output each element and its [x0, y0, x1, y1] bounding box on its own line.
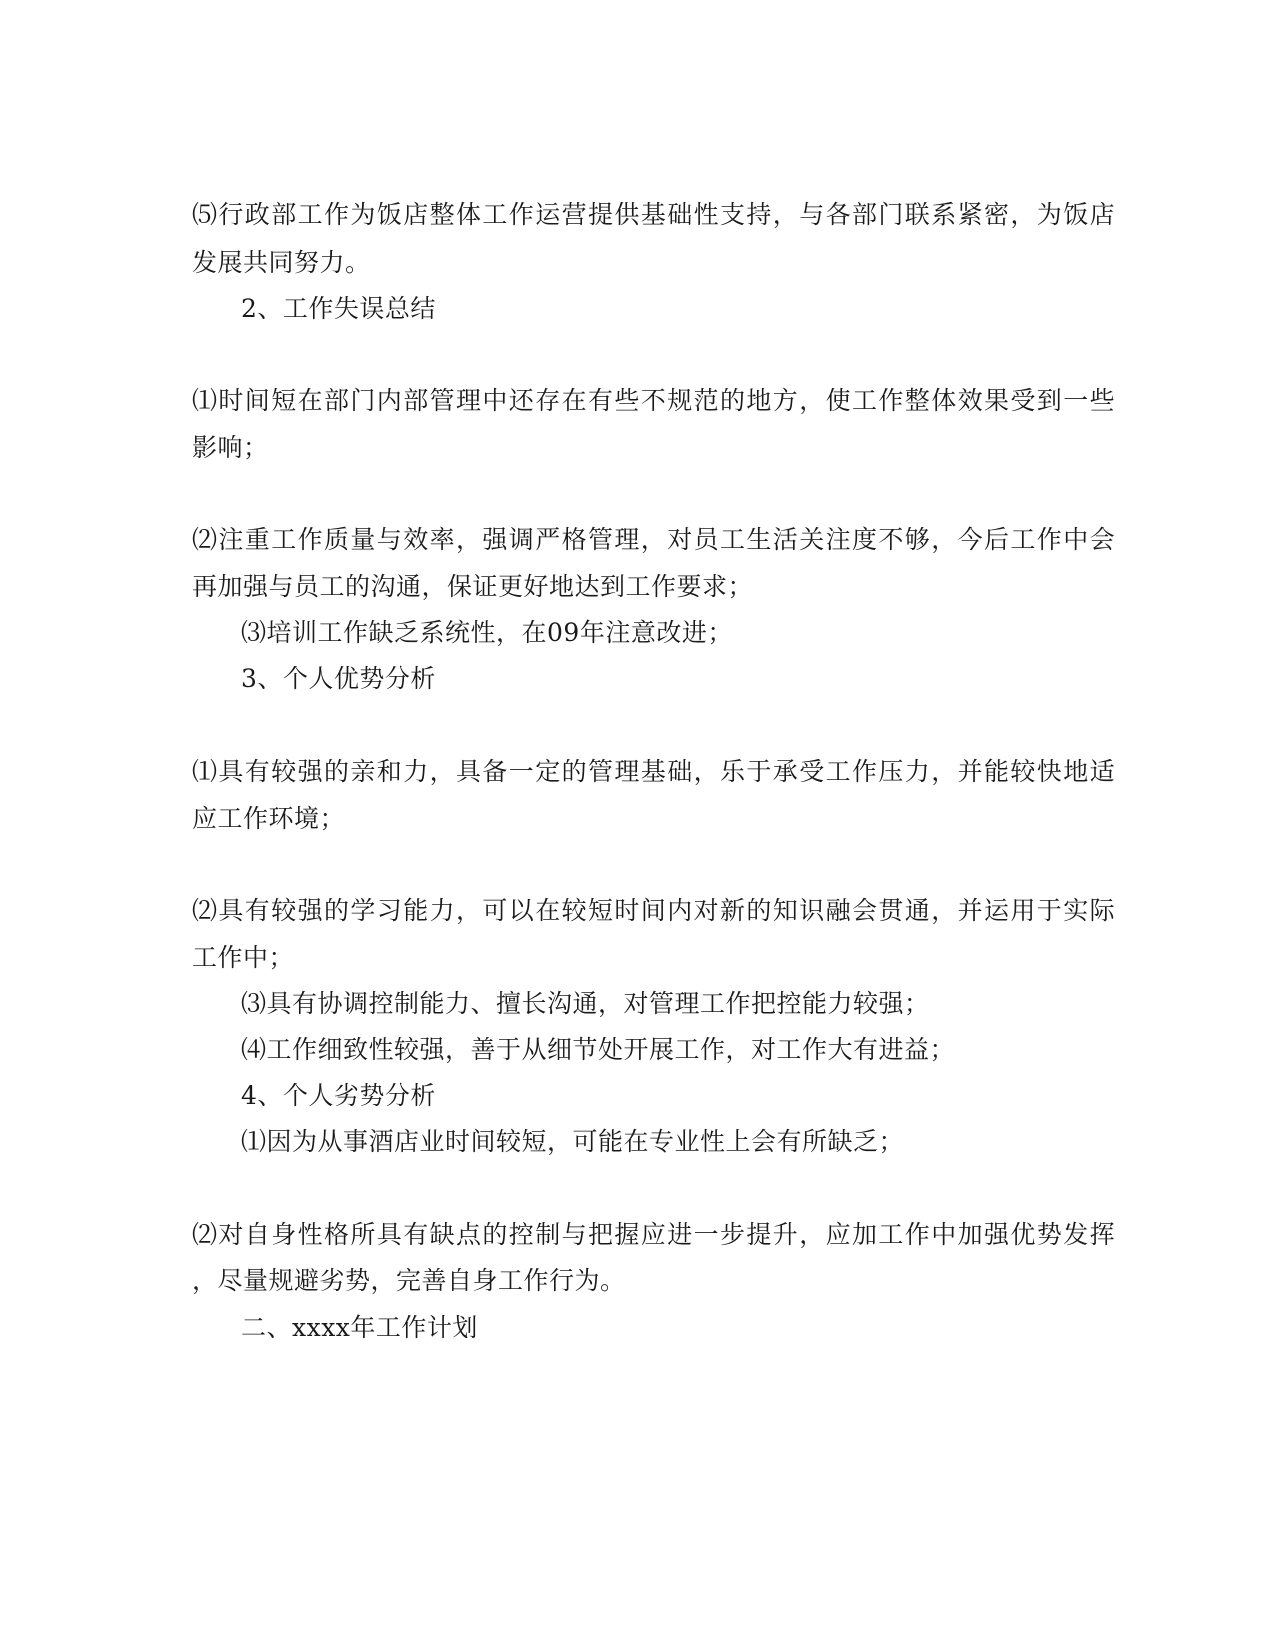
section-heading: 2、工作失误总结: [241, 294, 436, 323]
paragraph-line: ⑵注重工作质量与效率，强调严格管理，对员工生活关注度不够，今后工作中会: [192, 525, 1117, 554]
section-heading: 3、个人优势分析: [241, 664, 436, 693]
paragraph-line: 发展共同努力。: [192, 248, 371, 277]
paragraph-line: 应工作环境；: [192, 804, 346, 833]
paragraph-line: ⑵对自身性格所具有缺点的控制与把握应进一步提升，应加工作中加强优势发挥: [192, 1220, 1117, 1249]
paragraph-line: ⑵具有较强的学习能力，可以在较短时间内对新的知识融会贯通，并运用于实际: [192, 896, 1117, 925]
paragraph-line: ⑸行政部工作为饭店整体工作运营提供基础性支持，与各部门联系紧密，为饭店: [192, 200, 1117, 229]
paragraph-line: ⑶培训工作缺乏系统性，在09年注意改进；: [241, 618, 733, 647]
paragraph-line: ⑴因为从事酒店业时间较短，可能在专业性上会有所缺乏；: [241, 1127, 905, 1156]
paragraph-line: ，尽量规避劣势，完善自身工作行为。: [192, 1266, 626, 1295]
paragraph-line: 工作中；: [192, 943, 295, 972]
paragraph-line: ⑶具有协调控制能力、擅长沟通，对管理工作把控能力较强；: [241, 989, 930, 1018]
paragraph-line: 再加强与员工的沟通，保证更好地达到工作要求；: [192, 572, 754, 601]
paragraph-line: ⑴时间短在部门内部管理中还存在有些不规范的地方，使工作整体效果受到一些: [192, 386, 1117, 415]
section-heading: 二、xxxx年工作计划: [241, 1313, 478, 1342]
section-heading: 4、个人劣势分析: [241, 1081, 436, 1110]
paragraph-line: ⑷工作细致性较强，善于从细节处开展工作，对工作大有进益；: [241, 1035, 956, 1064]
paragraph-line: ⑴具有较强的亲和力，具备一定的管理基础，乐于承受工作压力，并能较快地适: [192, 757, 1117, 786]
paragraph-line: 影响；: [192, 433, 269, 462]
